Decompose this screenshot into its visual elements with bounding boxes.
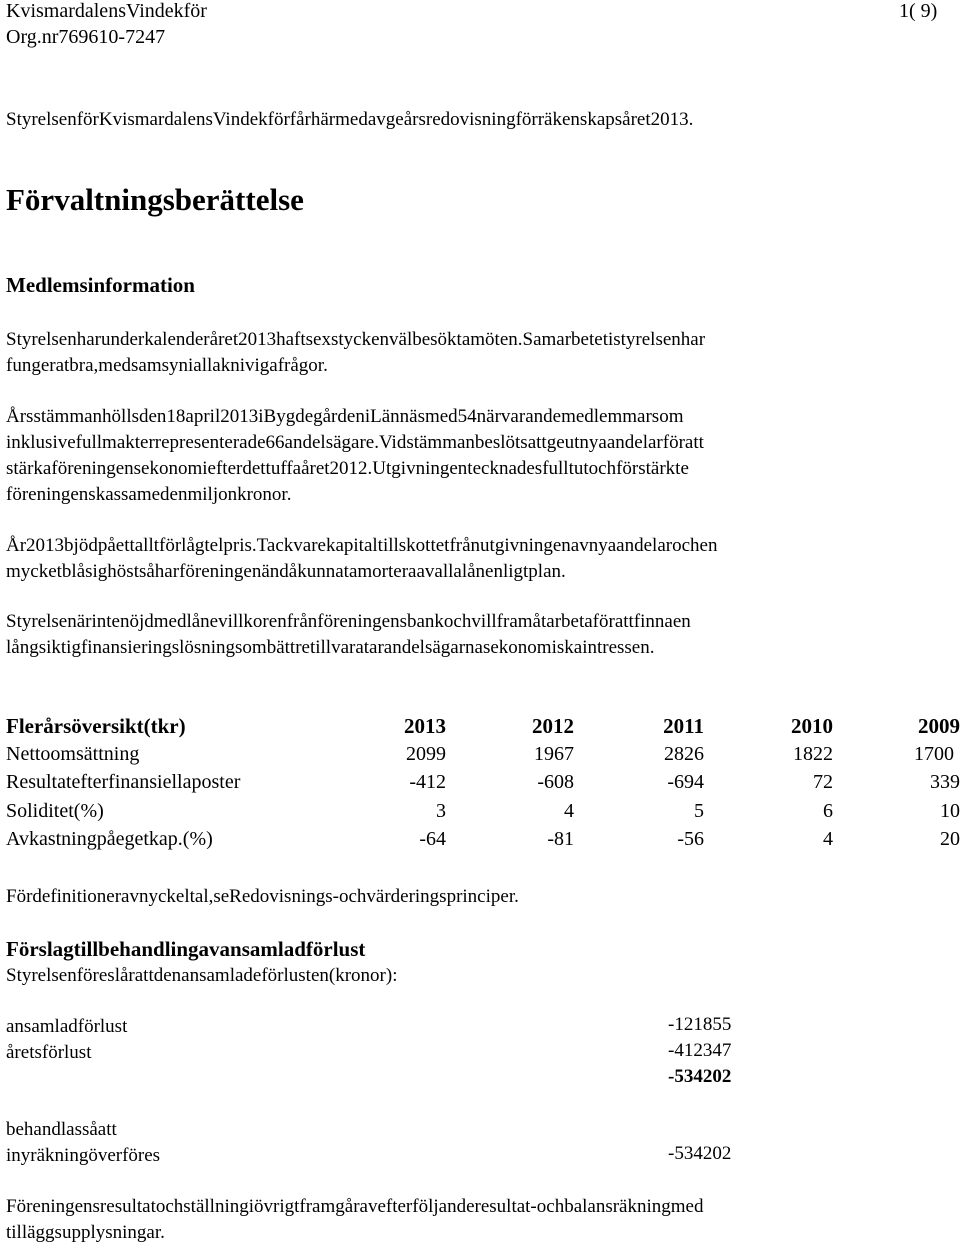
members-paragraph-3: År2013bjödpåettalltförlågtelpris.Tackvarekapitaltillskottetfrånutgivningenavnyaandelarochen mycketblåsighöstsåharföreningenändåkunnatamorteraavallalånenligtplan. (6, 535, 718, 582)
table-cell: 2826 (664, 742, 704, 765)
header-company: KvismardalensVindekför (6, 0, 207, 22)
table-cell: -412 (409, 771, 446, 793)
header-orgnr: Org.nr769610-7247 (6, 26, 166, 48)
table-cell: 4 (564, 799, 574, 822)
row-label: Resultatefterfinansiellaposter (6, 771, 241, 793)
table-cell: 3 (436, 799, 446, 822)
loss-item-value: -121855 (668, 1014, 732, 1035)
table-row (6, 800, 960, 829)
table-cell: -56 (677, 828, 704, 850)
page-number: 1( 9) (899, 0, 938, 22)
treatment-item-label: inyräkningöverföres (6, 1145, 161, 1166)
year-header: 2013 (404, 714, 446, 738)
loss-intro: Styrelsenföreslårattdenansamladeförlusten(kronor): (6, 965, 398, 986)
table-cell: 4 (823, 828, 833, 850)
table-row (6, 828, 960, 857)
table-row (6, 743, 960, 772)
table-cell: 20 (940, 828, 960, 850)
table-cell: 339 (930, 771, 960, 793)
year-header: 2010 (791, 714, 833, 738)
treatment-item-value: -534202 (668, 1143, 732, 1164)
members-paragraph-2: Årsstämmanhöllsden18april2013iBygdegårdeniLännäsmed54närvarandemedlemmarsom inklusivefullmakterrepresenterade66andelsägare.Vidstämmanbeslötsattgeutnyaandelarföratt stärkaföreningensekonomiefterdettuffaåret2012.Utgivningentecknadesfulltutochförstärkte föreningenskassamedenmiljonkronor. (6, 406, 704, 505)
row-label: Nettoomsättning (6, 742, 140, 765)
loss-total: -534202 (668, 1066, 732, 1087)
section-heading-loss: Förslagtillbehandlingavansamladförlust (6, 937, 366, 961)
year-header: 2012 (532, 714, 574, 738)
table-row (6, 771, 960, 800)
treatment-label: behandlassåatt (6, 1119, 117, 1140)
row-label: Avkastningpåegetkap.(%) (6, 828, 213, 850)
table-cell: 72 (813, 771, 833, 793)
section-heading-members: Medlemsinformation (6, 273, 195, 297)
intro-text: StyrelsenförKvismardalensVindekförfårhärmedavgeårsredovisningförräkenskapsåret2013. (6, 109, 694, 130)
loss-item-label: ansamladförlust (6, 1016, 128, 1037)
table-cell: 1700 (914, 742, 954, 765)
table-cell: -81 (547, 828, 574, 850)
row-label: Soliditet(%) (6, 799, 104, 822)
loss-item-label: åretsförlust (6, 1042, 92, 1063)
multi-year-overview-table (6, 714, 960, 857)
loss-item-value: -412347 (668, 1040, 732, 1061)
table-heading: Flerårsöversikt(tkr) (6, 714, 186, 738)
table-cell: 6 (823, 799, 833, 822)
table-cell: -608 (537, 771, 574, 793)
page-title: Förvaltningsberättelse (6, 182, 304, 217)
table-cell: 5 (694, 799, 704, 822)
table-cell: -694 (667, 771, 704, 793)
footer-paragraph: Föreningensresultatochställningiövrigtframgåravefterföljanderesultat-ochbalansräkningmed tilläggsupplysningar. (6, 1196, 704, 1243)
table-header-row (6, 714, 960, 743)
members-paragraph-1: Styrelsenharunderkalenderåret2013haftsexstyckenvälbesöktamöten.Samarbetetistyrelsenhar fungeratbra,medsamsyniallaknivigafrågor. (6, 329, 706, 376)
table-cell: 1967 (534, 742, 574, 765)
key-ratio-note: Fördefinitioneravnyckeltal,seRedovisnings-ochvärderingsprinciper. (6, 886, 519, 907)
year-header: 2009 (918, 714, 960, 738)
table-cell: 10 (940, 799, 960, 822)
year-header: 2011 (663, 714, 704, 738)
members-paragraph-4: Styrelsenärintenöjdmedlånevillkorenfrånföreningensbankochvillframåtarbetaförattfinnaen långsiktigfinansieringslösningsombättretillvaratarandelsägarnasekonomiskaintressen. (6, 611, 691, 658)
table-cell: 2099 (406, 742, 446, 765)
table-cell: -64 (419, 828, 446, 850)
table-cell: 1822 (793, 742, 833, 765)
